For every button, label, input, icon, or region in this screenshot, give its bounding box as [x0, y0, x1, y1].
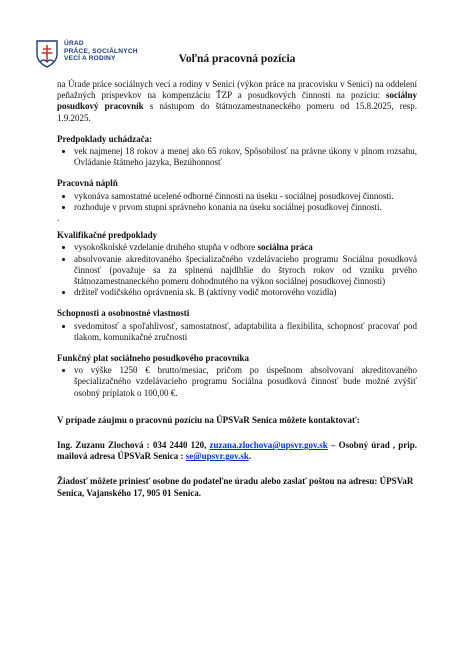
- list-item: • vek najmenej 18 rokov a menej ako 65 rokov, Spôsobilosť na právne úkony v plnom rozsahu, Ovládanie štátneho jazyka, Bezúhonnosť: [74, 146, 417, 168]
- contact-text: .: [248, 451, 252, 462]
- logo-line: ÚRAD: [64, 40, 84, 47]
- section-heading: Schopnosti a osobnostné vlastnosti: [57, 308, 190, 319]
- list-item: • držiteľ vodičského oprávnenia sk. B (aktívny vodič motorového vozidla): [74, 287, 417, 298]
- qualifications-list: [57, 242, 417, 298]
- list-item: • absolvovanie akreditovaného špecializačného vzdelávacieho programu Sociálna posudková činnosť (považuje sa za splnenú najdlhšie do štyroch rokov od vzniku prvého štátnozamestnaneckého pomeru dohodnutého na výkon sociálnej posudkovej činnosti): [74, 254, 417, 288]
- position-name: sociálny posudkový pracovník: [57, 90, 417, 112]
- intro-text: na Úrade práce sociálnych vecí a rodiny v Senici (výkon práce na pracovisku v Senici) na oddelení peňažných príspevkov na kompenzáciu ŤZP a posudkových činností na pozíciu:: [57, 79, 417, 101]
- stray-dot: .: [57, 213, 60, 224]
- skills-list: [57, 321, 417, 343]
- contact-heading: V prípade záujmu o pracovnú pozíciu na ÚPSVaR Senica môžete kontaktovať:: [57, 414, 360, 425]
- salary-list: [57, 365, 417, 399]
- item-emphasis: sociálna práca: [257, 242, 313, 253]
- logo-line: VECÍ A RODINY: [64, 55, 116, 63]
- list-item: • vo výške 1250 € brutto/mesiac, pričom po úspešnom absolvovaní akreditovaného špecializačného vzdelávacieho programu Sociálna posudková činnosť bude možné zvýšiť osobný príplatok o 100,00 €.: [74, 365, 417, 399]
- section-heading: Funkčný plat sociálneho posudkového pracovníka: [57, 353, 250, 364]
- list-item: • rozhoduje v prvom stupni správneho konania na úseku sociálnej posudkovej činnosti.: [74, 202, 417, 213]
- page-title: Voľná pracovná pozícia: [178, 53, 296, 65]
- list-item: • vykonáva samostatné ucelené odborné činnosti na úseku - sociálnej posudkovej činnosti.: [74, 191, 417, 202]
- office-email-link[interactable]: se@upsvr.gov.sk: [185, 451, 249, 462]
- contact-paragraph: [57, 440, 417, 462]
- requirements-list: [57, 146, 417, 168]
- logo-line: PRÁCE, SOCIÁLNYCH: [64, 47, 138, 55]
- contact-email-link[interactable]: zuzana.zlochova@upsvr.gov.sk: [209, 440, 328, 451]
- section-heading: Pracovná náplň: [57, 178, 118, 189]
- intro-paragraph: [57, 79, 417, 124]
- contact-text: – Osobný úrad , prip. mailová adresa ÚPSVaR Senica :: [57, 440, 417, 462]
- contact-text: Ing. Zuzanu Zlochová : 034 2440 120,: [57, 440, 210, 451]
- duties-list: [57, 191, 417, 213]
- list-item: [74, 242, 417, 253]
- document-body: [57, 79, 417, 499]
- section-heading: Predpoklady uchádzača:: [57, 133, 153, 144]
- list-item: • svedomitosť a spoľahlivosť, samostatnosť, adaptabilita a flexibilita, schopnosť pracovať pod tlakom, komunikačné zručnosti: [74, 321, 417, 343]
- section-heading: Kvalifikačné predpoklady: [57, 230, 158, 241]
- closing-paragraph: Žiadosť môžete priniesť osobne do podateľne úradu alebo zaslať poštou na adresu: ÚPSVaR Senica, Vajanského 17, 905 01 Senica.: [57, 476, 414, 498]
- item-text: vysokoškolské vzdelanie druhého stupňa v odbore: [74, 242, 258, 253]
- intro-text: s nástupom do štátnozamestnaneckého pomeru od 15.8.2025, resp. 1.9.2025.: [57, 101, 418, 123]
